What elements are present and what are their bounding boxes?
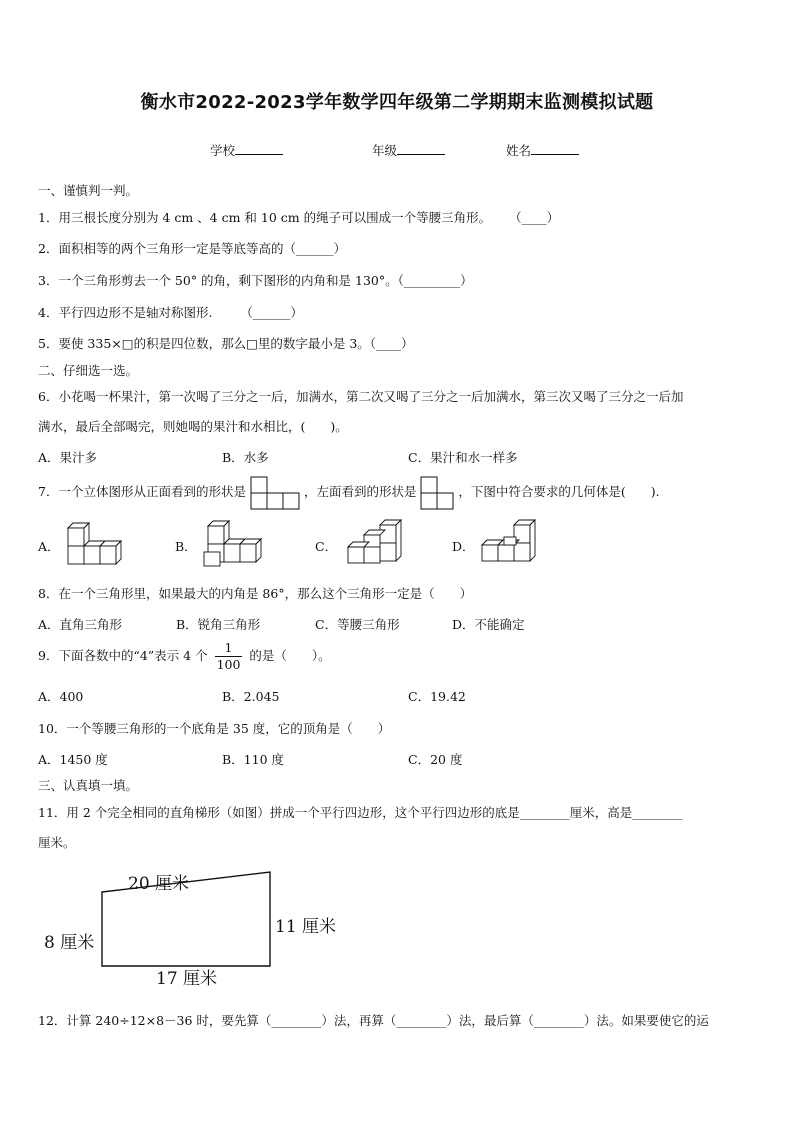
question-5: 5．要使 335×□的积是四位数，那么□里的数字最小是 3。（____） xyxy=(38,336,414,351)
fraction-one-hundredth xyxy=(215,640,243,673)
question-4 xyxy=(38,303,303,321)
question-4-text: 4．平行四边形不是轴对称图形. xyxy=(38,305,213,320)
section-3-heading: 三、认真填一填。 xyxy=(38,778,139,793)
question-10: 10．一个等腰三角形的一个底角是 35 度，它的顶角是（ ） xyxy=(38,721,391,736)
q7-option-a[interactable]: A． xyxy=(38,539,60,554)
q10-option-a[interactable]: A．1450 度 xyxy=(38,752,108,767)
question-2: 2．面积相等的两个三角形一定是等底等高的（______） xyxy=(38,241,346,256)
q7-option-a-cubes xyxy=(62,522,134,568)
q7-option-d-cubes xyxy=(478,519,550,569)
q7-option-c-cubes xyxy=(340,519,412,569)
q8-option-c[interactable]: C．等腰三角形 xyxy=(315,617,400,632)
question-11-line-1: 11．用 2 个完全相同的直角梯形（如图）拼成一个平行四边形，这个平行四边形的底是________厘米，高是________ xyxy=(38,805,683,820)
page-title: 衡水市2022-2023学年数学四年级第二学期期末监测模拟试题 xyxy=(140,92,654,113)
name-blank[interactable] xyxy=(531,141,579,155)
question-7-text-2: ，左面看到的形状是 xyxy=(303,484,417,499)
question-8: 8．在一个三角形里，如果最大的内角是 86°，那么这个三角形一定是（ ） xyxy=(38,586,473,601)
q7-option-c[interactable]: C． xyxy=(315,539,338,554)
trapezoid-right-label: 11 厘米 xyxy=(275,917,337,937)
school-blank[interactable] xyxy=(235,141,283,155)
q8-option-b[interactable]: B．锐角三角形 xyxy=(176,617,261,632)
question-6-line-1: 6．小花喝一杯果汁，第一次喝了三分之一后，加满水，第二次又喝了三分之一后加满水，第三次又喝了三分之一后加 xyxy=(38,389,684,404)
question-7-text-1: 7．一个立体图形从正面看到的形状是 xyxy=(38,484,246,499)
question-1 xyxy=(38,208,559,226)
fraction-denominator: 100 xyxy=(216,657,241,672)
q6-option-c[interactable]: C．果汁和水一样多 xyxy=(408,450,518,465)
school-field xyxy=(210,141,283,159)
name-field xyxy=(506,141,579,159)
q7-option-d[interactable]: D． xyxy=(452,539,475,554)
q6-option-a[interactable]: A．果汁多 xyxy=(38,450,98,465)
trapezoid-left-label: 8 厘米 xyxy=(44,933,95,953)
trapezoid-bottom-label: 17 厘米 xyxy=(156,969,218,989)
q8-option-d[interactable]: D．不能确定 xyxy=(452,617,525,632)
q9-option-b[interactable]: B．2.045 xyxy=(222,689,280,704)
q9-option-a[interactable]: A．400 xyxy=(38,689,84,704)
name-label: 姓名 xyxy=(506,143,532,158)
q6-option-b[interactable]: B．水多 xyxy=(222,450,269,465)
grade-blank[interactable] xyxy=(397,141,445,155)
q10-option-c[interactable]: C．20 度 xyxy=(408,752,463,767)
question-11-line-2: 厘米。 xyxy=(38,835,76,850)
grade-field xyxy=(372,141,445,159)
trapezoid-top-label: 20 厘米 xyxy=(128,874,190,894)
question-6-line-2: 满水，最后全部喝完，则她喝的果汁和水相比，( )。 xyxy=(38,419,348,434)
question-9-text-1: 9．下面各数中的“4”表示 4 个 xyxy=(38,648,208,663)
left-view-figure xyxy=(420,476,454,510)
question-12: 12．计算 240÷12×8－36 时，要先算（________）法，再算（________）法，最后算（________）法。如果要使它的运 xyxy=(38,1013,709,1028)
q7-option-b[interactable]: B． xyxy=(175,539,197,554)
section-2-heading: 二、仔细选一选。 xyxy=(38,363,139,378)
question-7-text-3: ，下图中符合要求的几何体是( ). xyxy=(458,484,660,499)
fraction-numerator: 1 xyxy=(215,640,243,657)
question-1-text: 1．用三根长度分别为 4 cm 、4 cm 和 10 cm 的绳子可以围成一个等腰三角形。 xyxy=(38,210,492,225)
question-1-answer[interactable]: （____） xyxy=(509,210,560,225)
question-9 xyxy=(38,638,331,674)
question-9-text-2: 的是（ ）。 xyxy=(249,648,331,663)
q10-option-b[interactable]: B．110 度 xyxy=(222,752,285,767)
question-7 xyxy=(38,474,660,510)
trapezoid-figure xyxy=(30,862,350,992)
q8-option-a[interactable]: A．直角三角形 xyxy=(38,617,123,632)
school-label: 学校 xyxy=(210,143,236,158)
question-3: 3．一个三角形剪去一个 50° 的角，剩下图形的内角和是 130°。（_________） xyxy=(38,273,473,288)
section-1-heading: 一、谨慎判一判。 xyxy=(38,183,139,198)
question-4-answer[interactable]: （______） xyxy=(240,305,303,320)
grade-label: 年级 xyxy=(372,143,398,158)
q7-option-b-cubes xyxy=(200,520,272,570)
front-view-figure xyxy=(250,476,300,510)
q9-option-c[interactable]: C．19.42 xyxy=(408,689,466,704)
